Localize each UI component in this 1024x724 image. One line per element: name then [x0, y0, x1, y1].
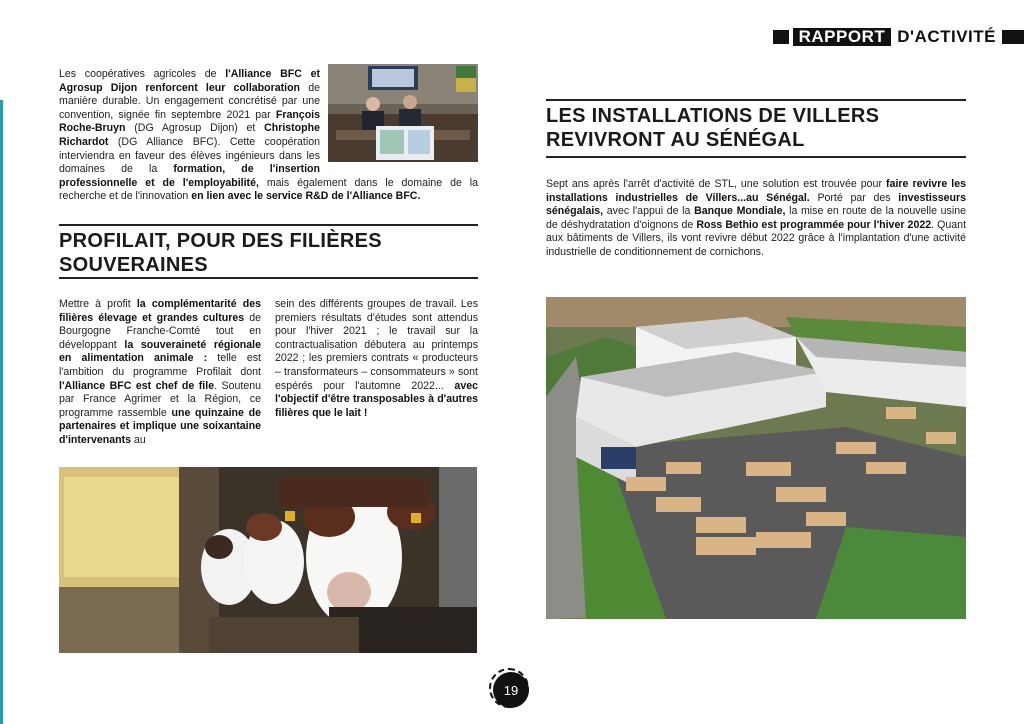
factory-aerial-photo [546, 297, 966, 619]
signing-photo [328, 64, 478, 162]
profilait-column-1: Mettre à profit la complémentarité des filières élevage et grandes cultures de Bourgogne Franche-Comté tout en développant la souveraineté régionale en alimentation animale : telle est l'ambition du programme Profilait dont l'Alliance BFC est chef de file. Soutenu par France Agrimer et la Région, ce programme rassemble une quinzaine de partenaires et implique une soixantaine d'intervenants au [59, 298, 262, 446]
header-activite: D'ACTIVITÉ [897, 27, 996, 46]
header-bar-left [773, 30, 789, 44]
villers-paragraph: Sept ans après l'arrêt d'activité de STL, une solution est trouvée pour faire revivre les installations industrielles de Villers...au Sénégal. Porté par des investisseurs sénégalais, avec l'appui de la Banque Mondiale, la mise en route de la nouvelle usine de déshydratation d'oignons de Ross Bethio est programmée pour l'hiver 2022. Quant aux bâtiments de Villers, ils vont revivre début 2022 grâce à l'implantation d'une activité industrielle de conditionnement de cornichons. [546, 178, 967, 258]
left-accent-line [0, 100, 3, 724]
villers-rule-top [546, 99, 966, 101]
page-number: 19 [493, 672, 529, 708]
cows-photo [59, 467, 477, 653]
villers-title: LES INSTALLATIONS DE VILLERS REVIVRONT AU SÉNÉGAL [546, 105, 880, 151]
intro-paragraph: Les coopératives agricoles de l'Alliance BFC et Agrosup Dijon renforcent leur collaboration de manière durable. Un engagement concrétisé par une convention, signée fin septembre 2021 par François Roche-Bruyn (DG Agrosup Dijon) et Christophe Richardot (DG Alliance BFC). Cette coopération interviendra en faveur des élèves ingénieurs dans les domaines de la formation, de l'insertion professionnelle et de l'employabilité, mais également dans le domaine de la recherche et de l'innovation en lien avec le service R&D de l'Alliance BFC. [59, 68, 478, 204]
header-bar-right [1002, 30, 1024, 44]
profilait-rule-top [59, 224, 478, 226]
profilait-title: PROFILAIT, POUR DES FILIÈRES SOUVERAINES [59, 230, 382, 276]
villers-rule-bottom [546, 156, 966, 158]
profilait-column-2: sein des différents groupes de travail. Les premiers résultats d'études sont attendus pour l'hiver 2021 ; le travail sur la contractualisation débutera au printemps 2022 ; les premiers contrats « producteurs – transformateurs – consommateurs » sont espérés pour l'automne 2022... avec l'objectif d'être transposables à d'autres filières que le lait ! [275, 298, 478, 419]
header-rapport: RAPPORT [793, 28, 892, 46]
profilait-rule-bottom [59, 277, 478, 279]
report-header [773, 28, 1024, 46]
